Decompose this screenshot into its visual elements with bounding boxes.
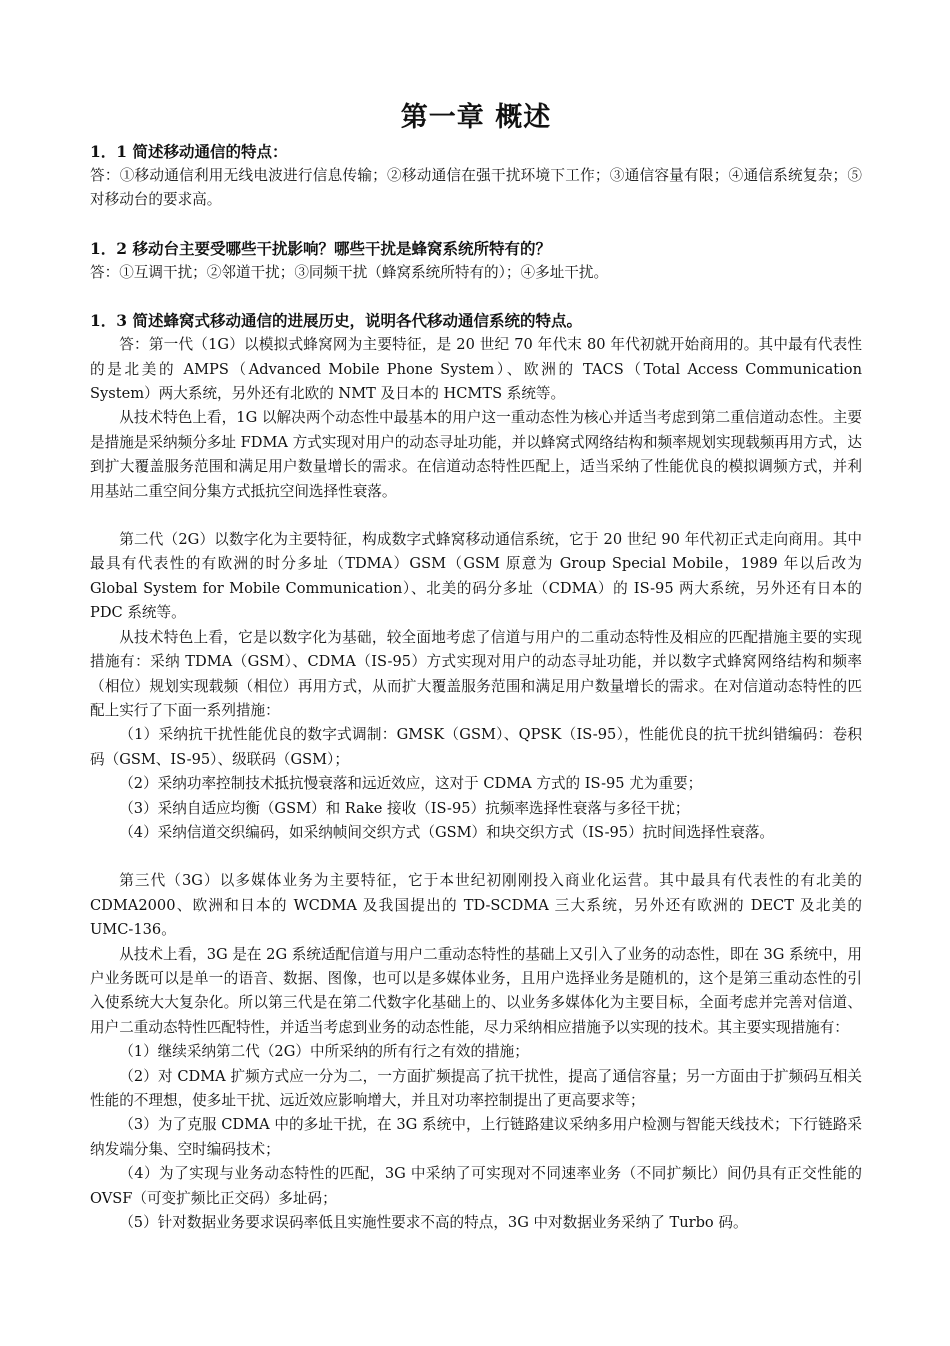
3g-measure-item: （1）继续采纳第二代（2G）中所采纳的所有行之有效的措施； bbox=[119, 1043, 529, 1061]
1g-intro-paragraph: 答：第一代（1G）以模拟式蜂窝网为主要特征，是 20 世纪 70 年代末 80 年代初就开始商用的。其中最有代表性的是北美的 AMPS（Advanced Mobile Phone System）、欧洲的 TACS（Total Access Communication System）两大系统，另外还有北欧的 NMT 及日本的 HCMTS 系统等。 bbox=[90, 336, 862, 403]
2g-measure-item: （3）采纳自适应均衡（GSM）和 Rake 接收（IS-95）抗频率选择性衰落与多径干扰； bbox=[119, 799, 690, 817]
spacer bbox=[90, 845, 862, 869]
question-2-answer: 答：①互调干扰；②邻道干扰；③同频干扰（蜂窝系统所特有的）；④多址干扰。 bbox=[90, 263, 609, 281]
3g-measure-item: （5）针对数据业务要求误码率低且实施性要求不高的特点，3G 中对数据业务采纳了 Turbo 码。 bbox=[119, 1214, 748, 1232]
spacer bbox=[90, 213, 862, 237]
3g-intro-paragraph: 第三代（3G）以多媒体业务为主要特征，它于本世纪初刚刚投入商业化运营。其中最具有代表性的有北美的 CDMA2000、欧洲和日本的 WCDMA 及我国提出的 TD-SCDMA 三大系统，另外还有欧洲的 DECT 及北美的 UMC-136。 bbox=[90, 872, 862, 939]
spacer bbox=[90, 504, 862, 528]
3g-measure-item: （3）为了克服 CDMA 中的多址干扰，在 3G 系统中，上行链路建议采纳多用户检测与智能天线技术；下行链路采纳发端分集、空时编码技术； bbox=[90, 1116, 862, 1158]
question-1-heading: 1．1 简述移动通信的特点： bbox=[90, 142, 288, 161]
2g-measure-item: （1）采纳抗干扰性能优良的数字式调制：GMSK（GSM）、QPSK（IS-95），性能优良的抗干扰纠错编码：卷积码（GSM、IS-95）、级联码（GSM）； bbox=[90, 726, 862, 768]
question-1-answer: 答：①移动通信利用无线电波进行信息传输；②移动通信在强干扰环境下工作；③通信容量有限；④通信系统复杂；⑤对移动台的要求高。 bbox=[90, 167, 862, 209]
document-page bbox=[90, 95, 862, 1235]
question-3-heading: 1．3 简述蜂窝式移动通信的进展历史，说明各代移动通信系统的特点。 bbox=[90, 311, 582, 331]
3g-tech-paragraph: 从技术上看，3G 是在 2G 系统适配信道与用户二重动态特性的基础上又引入了业务的动态性，即在 3G 系统中，用户业务既可以是单一的语音、数据、图像，也可以是多媒体业务，且用户选择业务是随机的，这个是第三重动态性的引入使系统大大复杂化。所以第三代是在第二代数字化基础上的、以业务多媒体化为主要目标，全面考虑并完善对信道、用户二重动态特性匹配特性，并适当考虑到业务的动态性能，尽力采纳相应措施予以实现的技术。其主要实现措施有： bbox=[90, 945, 862, 1036]
3g-measure-item: （4）为了实现与业务动态特性的匹配，3G 中采纳了可实现对不同速率业务（不同扩频比）间仍具有正交性能的 OVSF（可变扩频比正交码）多址码； bbox=[90, 1165, 862, 1207]
2g-intro-paragraph: 第二代（2G）以数字化为主要特征，构成数字式蜂窝移动通信系统，它于 20 世纪 90 年代初正式走向商用。其中最具有代表性的有欧洲的时分多址（TDMA）GSM（GSM 原意为 Group Special Mobile，1989 年以后改为 Global System for Mobile Communication）、北美的码分多址（CDMA）的 IS-95 两大系统，另外还有日本的 PDC 系统等。 bbox=[90, 531, 862, 622]
question-2-heading: 1．2 移动台主要受哪些干扰影响？哪些干扰是蜂窝系统所特有的？ bbox=[90, 238, 551, 258]
spacer bbox=[90, 285, 862, 309]
2g-measure-item: （4）采纳信道交织编码，如采纳帧间交织方式（GSM）和块交织方式（IS-95）抗时间选择性衰落。 bbox=[119, 823, 775, 841]
1g-tech-paragraph: 从技术特色上看，1G 以解决两个动态性中最基本的用户这一重动态性为核心并适当考虑到第二重信道动态性。主要是措施是采纳频分多址 FDMA 方式实现对用户的动态寻址功能，并以蜂窝式网络结构和频率规划实现载频再用方式，达到扩大覆盖服务范围和满足用户数量增长的需求。在信道动态特性匹配上，适当采纳了性能优良的模拟调频方式，并利用基站二重空间分集方式抵抗空间选择性衰落。 bbox=[90, 409, 862, 500]
2g-measure-item: （2）采纳功率控制技术抵抗慢衰落和远近效应，这对于 CDMA 方式的 IS-95 尤为重要； bbox=[119, 775, 703, 793]
2g-tech-paragraph: 从技术特色上看，它是以数字化为基础，较全面地考虑了信道与用户的二重动态特性及相应的匹配措施主要的实现措施有：采纳 TDMA（GSM）、CDMA（IS-95）方式实现对用户的动态寻址功能，并以数字式蜂窝网络结构和频率（相位）规划实现载频（相位）再用方式，从而扩大覆盖服务范围和满足用户数量增长的需求。在对信道动态特性的匹配上实行了下面一系列措施： bbox=[90, 628, 862, 719]
3g-measure-item: （2）对 CDMA 扩频方式应一分为二，一方面扩频提高了抗干扰性，提高了通信容量；另一方面由于扩频码互相关性能的不理想，使多址干扰、远近效应影响增大，并且对功率控制提出了更高要求等； bbox=[90, 1067, 862, 1109]
chapter-title: 第一章 概述 bbox=[400, 102, 552, 133]
